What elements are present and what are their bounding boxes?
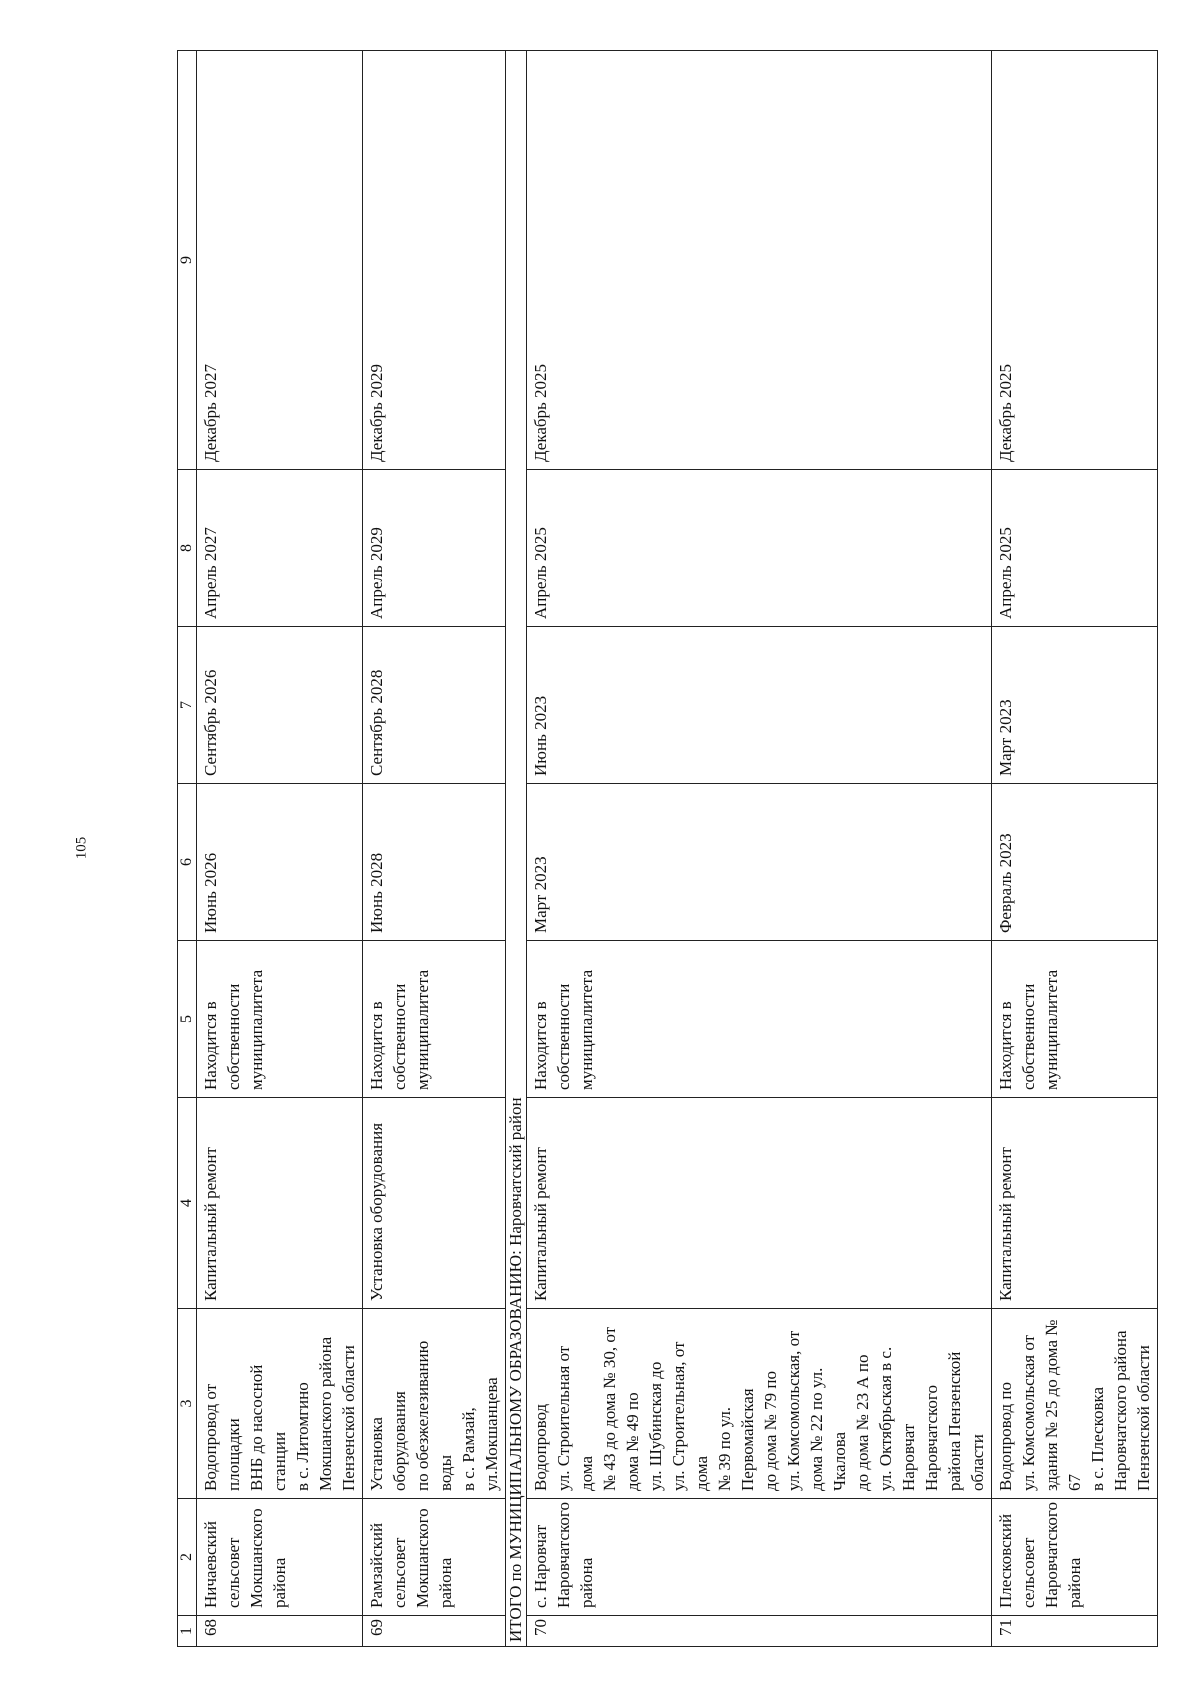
header-cell: 7 — [178, 627, 197, 784]
header-cell: 4 — [178, 1098, 197, 1309]
total-row — [506, 51, 527, 1647]
header-cell: 6 — [178, 784, 197, 941]
header-cell: 2 — [178, 1499, 197, 1616]
table-row — [527, 51, 992, 1647]
header-row — [178, 51, 197, 1647]
ownership-cell: Находится в собственности муниципалитета — [992, 941, 1158, 1098]
date-cell: Декабрь 2025 — [527, 51, 992, 470]
date-cell: Декабрь 2027 — [197, 51, 363, 470]
object-cell: Водопровод ул. Строительная от дома № 43 до дома № 30, от дома № 49 по ул. Шубинская до ул. Строительная, от дома № 39 по ул. Первомайская до дома № 79 по ул. Комсомольская, от дома № 22 по ул. Чкалова до дома № 23 А по ул. Октябрьская в с. Наровчат Наровчатского района Пензенской области — [527, 1309, 992, 1499]
municipality-cell: Плесковский сельсовет Наровчатского района — [992, 1499, 1158, 1616]
total-label: ИТОГО по МУНИЦИПАЛЬНОМУ ОБРАЗОВАНИЮ: Наровчатский район — [506, 51, 527, 1647]
object-cell: Установка оборудования по обезжелезиванию воды в с. Рамзай, ул.Мокшанцева — [363, 1309, 506, 1499]
row-number: 71 — [992, 1616, 1158, 1647]
work-type-cell: Капитальный ремонт — [992, 1098, 1158, 1309]
works-table — [177, 50, 1158, 1647]
page-number: 105 — [73, 836, 90, 860]
date-cell: Декабрь 2029 — [363, 51, 506, 470]
municipality-cell: с. Наровчат Наровчатского района — [527, 1499, 992, 1616]
date-cell: Февраль 2023 — [992, 784, 1158, 941]
rotated-table-wrapper — [177, 51, 1153, 1647]
municipality-cell: Рамзайский сельсовет Мокшанского района — [363, 1499, 506, 1616]
date-cell: Сентябрь 2026 — [197, 627, 363, 784]
object-cell: Водопровод от площадки ВНБ до насосной станции в с. Литомгино Мокшанского района Пензенской области — [197, 1309, 363, 1499]
date-cell: Сентябрь 2028 — [363, 627, 506, 784]
work-type-cell: Установка оборудования — [363, 1098, 506, 1309]
date-cell: Март 2023 — [527, 784, 992, 941]
row-number: 68 — [197, 1616, 363, 1647]
work-type-cell: Капитальный ремонт — [527, 1098, 992, 1309]
date-cell: Март 2023 — [992, 627, 1158, 784]
date-cell: Апрель 2027 — [197, 470, 363, 627]
date-cell: Декабрь 2025 — [992, 51, 1158, 470]
table-row — [992, 51, 1158, 1647]
row-number: 69 — [363, 1616, 506, 1647]
date-cell: Апрель 2025 — [992, 470, 1158, 627]
object-cell: Водопровод по ул. Комсомольская от здания № 25 до дома № 67 в с. Плесковка Наровчатского района Пензенской области — [992, 1309, 1158, 1499]
date-cell: Июнь 2028 — [363, 784, 506, 941]
ownership-cell: Находится в собственности муниципалитета — [527, 941, 992, 1098]
table-row — [197, 51, 363, 1647]
table-row — [363, 51, 506, 1647]
date-cell: Апрель 2025 — [527, 470, 992, 627]
municipality-cell: Ничаевский сельсовет Мокшанского района — [197, 1499, 363, 1616]
row-number: 70 — [527, 1616, 992, 1647]
date-cell: Июнь 2026 — [197, 784, 363, 941]
header-cell: 9 — [178, 51, 197, 470]
date-cell: Апрель 2029 — [363, 470, 506, 627]
header-cell: 5 — [178, 941, 197, 1098]
header-cell: 8 — [178, 470, 197, 627]
ownership-cell: Находится в собственности муниципалитета — [197, 941, 363, 1098]
work-type-cell: Капитальный ремонт — [197, 1098, 363, 1309]
header-cell: 3 — [178, 1309, 197, 1499]
header-cell: 1 — [178, 1616, 197, 1647]
ownership-cell: Находится в собственности муниципалитета — [363, 941, 506, 1098]
date-cell: Июнь 2023 — [527, 627, 992, 784]
